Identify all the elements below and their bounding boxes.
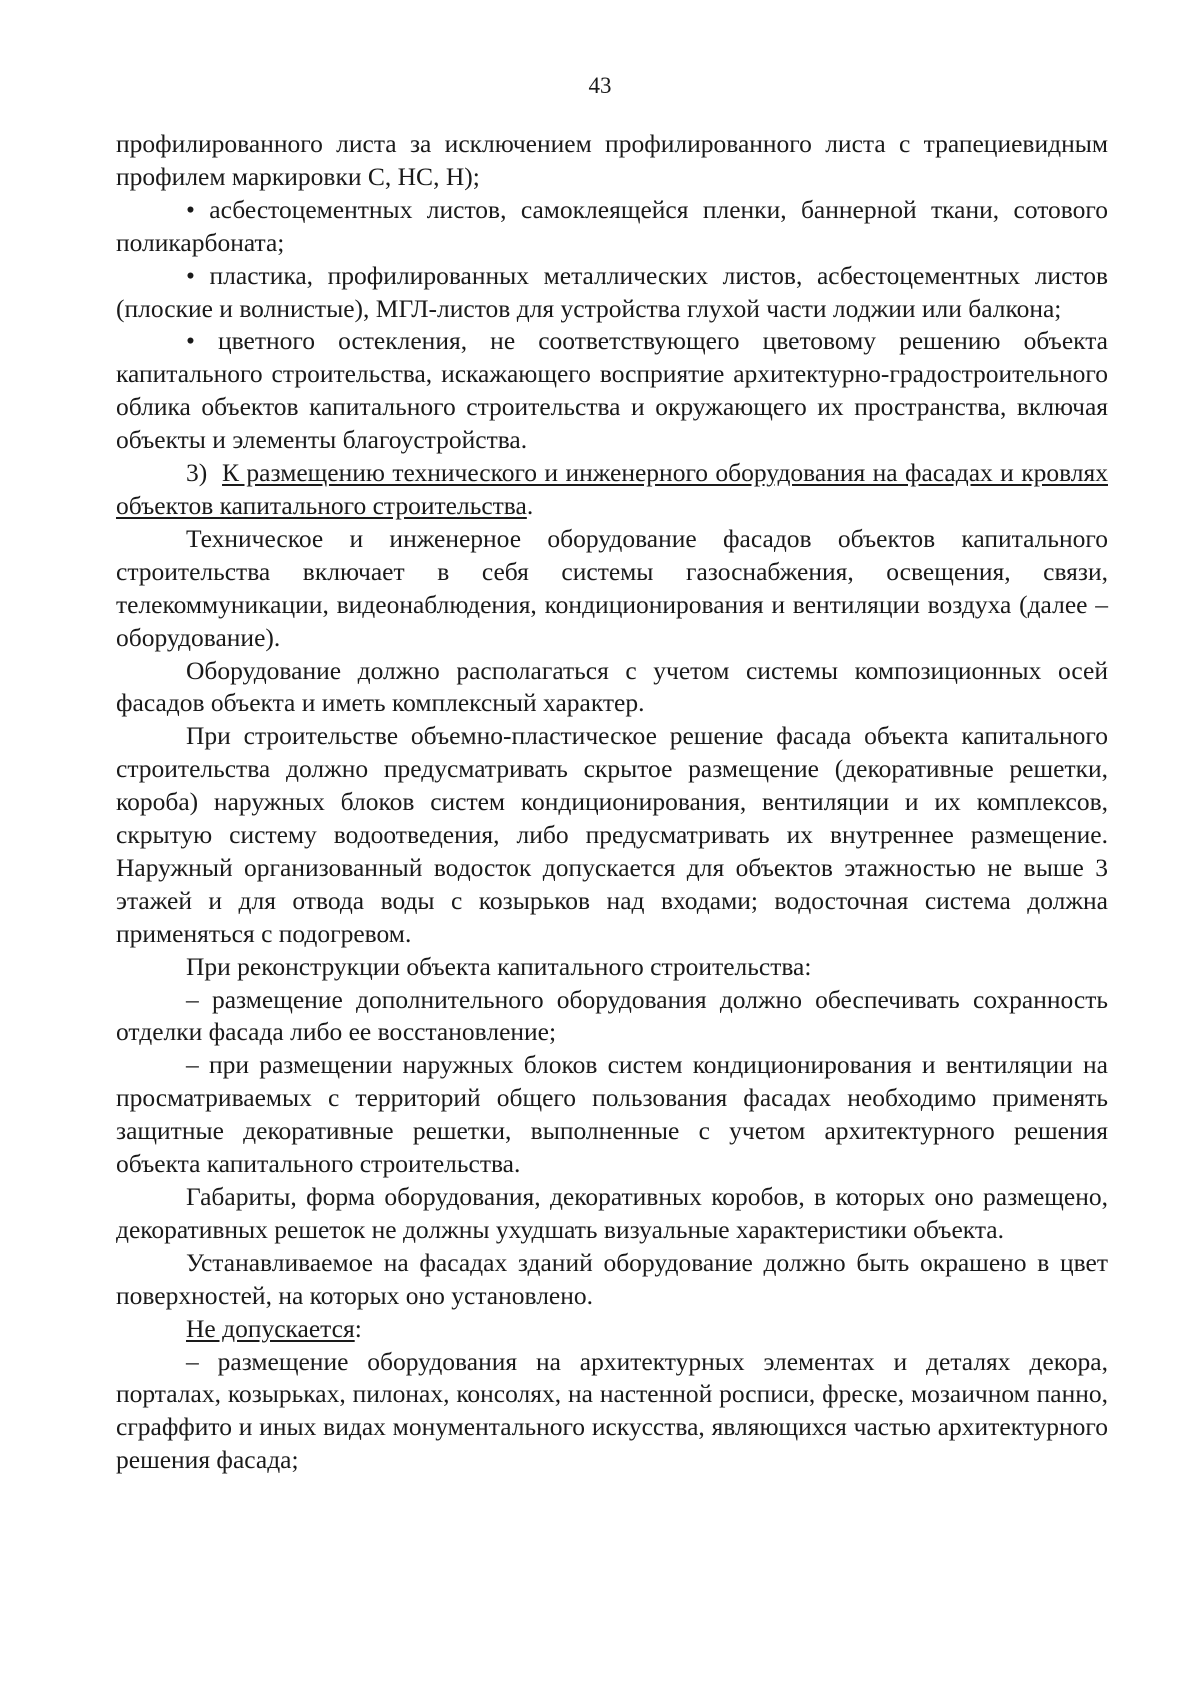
section-3-heading [116,457,1108,523]
dash-item-additional-equipment: – размещение дополнительного оборудования должно обеспечивать сохранность отделки фасада либо ее восстановление; [116,984,1108,1047]
paragraph-painting: Устанавливаемое на фасадах зданий оборудование должно быть окрашено в цвет поверхностей, на которых оно установлено. [116,1247,1108,1310]
bullet-asbestos-sheets: • асбестоцементных листов, самоклеящейся пленки, баннерной ткани, сотового поликарбоната; [116,194,1108,257]
dash-item-decor-placement: – размещение оборудования на архитектурных элементах и деталях декора, порталах, козырьках, пилонах, консолях, на настенной росписи, фреске, мозаичном панно, сграффито и иных видах монументального искусства, являющихся частью архитектурного решения фасада; [116,1346,1108,1475]
paragraph-construction: При строительстве объемно-пластическое решение фасада объекта капитального строительства должно предусматривать скрытое размещение (декоративные решетки, короба) наружных блоков систем кондиционирования, вентиляции и их комплексов, скрытую систему водоотведения, либо предусматривать их внутреннее размещение. Наружный организованный водосток допускается для объектов этажностью не выше 3 этажей и для отвода воды с козырьков над входами; водосточная система должна применяться с подогревом. [116,721,1108,948]
bullet-plastic-sheets: • пластика, профилированных металлических листов, асбестоцементных листов (плоские и волнистые), МГЛ-листов для устройства глухой части лоджии или балкона; [116,260,1108,323]
not-allowed-heading [116,1313,1108,1346]
paragraph-reconstruction: При реконструкции объекта капитального строительства: [186,951,812,981]
paragraph-equipment-definition: Техническое и инженерное оборудование фасадов объектов капитального строительства включает в себя системы газоснабжения, освещения, связи, телекоммуникации, видеонаблюдения, кондиционирования и вентиляции воздуха (далее – оборудование). [116,523,1108,652]
not-allowed-title: Не допускается [186,1313,355,1343]
paragraph-equipment-placement: Оборудование должно располагаться с учетом системы композиционных осей фасадов объекта и иметь комплексный характер. [116,655,1108,718]
not-allowed-tail: : [354,1313,362,1343]
section-title-tail: . [526,490,534,520]
dash-item-outdoor-units: – при размещении наружных блоков систем кондиционирования и вентиляции на просматриваемых с территорий общего пользования фасадах необходимо применять защитные декоративные решетки, выполненные с учетом архитектурного решения объекта капитального строительства. [116,1050,1108,1179]
page-number: 43 [588,73,612,98]
paragraph-continuation: профилированного листа за исключением профилированного листа с трапециевидным профилем маркировки С, НС, Н); [116,129,1108,191]
section-number: 3) [186,458,208,488]
document-body [116,128,1108,1477]
paragraph-dimensions: Габариты, форма оборудования, декоративных коробов, в которых оно размещено, декоративных решеток не должны ухудшать визуальные характеристики объекта. [116,1182,1108,1244]
bullet-colored-glazing: • цветного остекления, не соответствующего цветовому решению объекта капитального строительства, искажающего восприятие архитектурно-градостроительного облика объектов капитального строительства и окружающего их пространства, включая объекты и элементы благоустройства. [116,326,1108,455]
section-title: К размещению технического и инженерного оборудования на фасадах и кровлях объектов капитального строительства [116,458,1108,520]
